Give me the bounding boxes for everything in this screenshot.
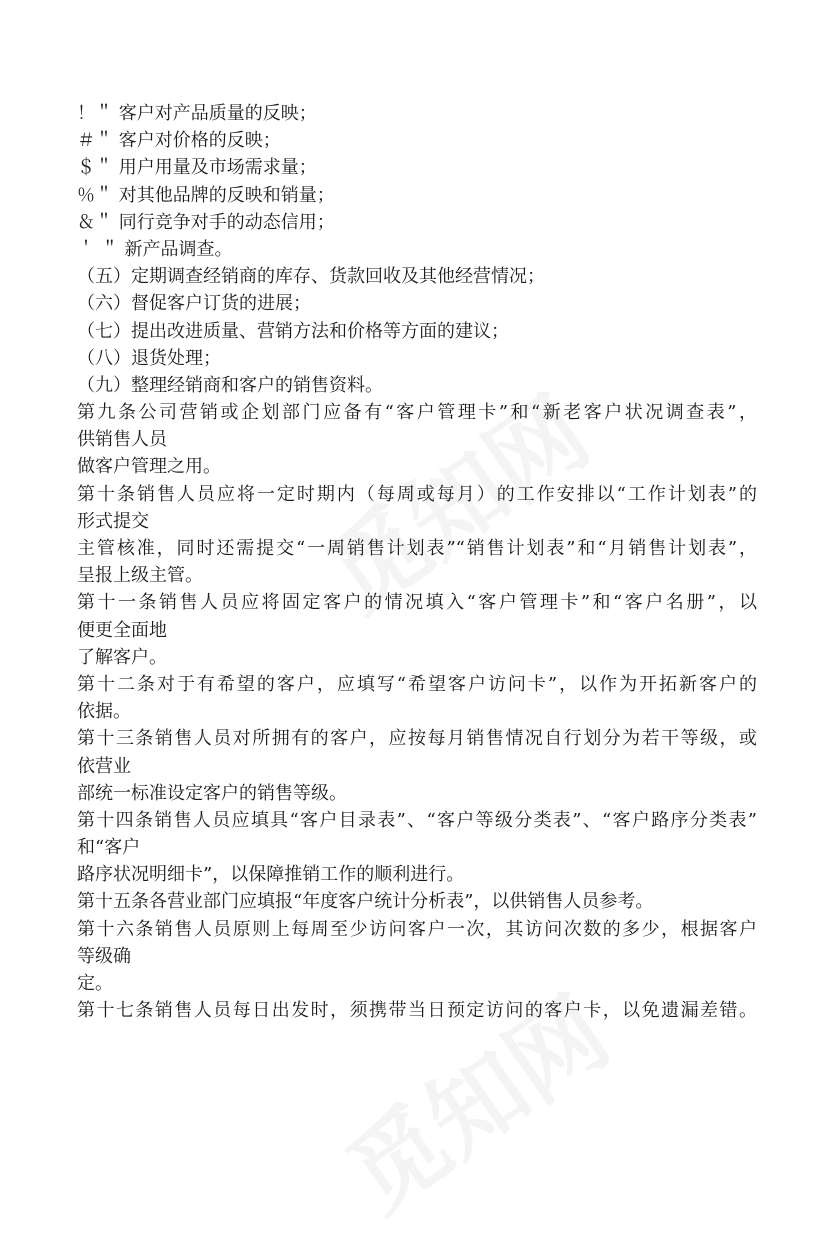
text-line: 呈报上级主管。 [77, 565, 203, 587]
text-line: ！＂ 客户对产品质量的反映； [77, 103, 317, 124]
text-line: 依营业 [77, 755, 131, 777]
document-body [77, 100, 757, 1024]
text-line: ＇ ＂ 新产品调查。 [77, 238, 233, 260]
text-line: 依据。 [77, 701, 131, 723]
text-line: 定。 [77, 973, 113, 994]
text-line: （六）督促客户订货的进展； [77, 293, 311, 315]
text-line: 第九条公司营销或企划部门应备有“客户管理卡”和“新老客户状况调查表”， [77, 402, 757, 424]
text-line: 便更全面地 [77, 619, 167, 641]
text-line: 第十六条销售人员原则上每周至少访问客户一次，其访问次数的多少，根据客户 [77, 918, 757, 940]
text-line: 供销售人员 [77, 429, 167, 451]
text-line: 第十一条销售人员应将固定客户的情况填入“客户管理卡”和“客户名册”，以 [77, 592, 757, 614]
text-line: （五）定期调查经销商的库存、货款回收及其他经营情况； [77, 266, 545, 288]
text-line: 主管核准，同时还需提交“一周销售计划表”“销售计划表”和“月销售计划表”， [77, 538, 757, 559]
text-line: 了解客户。 [77, 646, 167, 668]
text-line: 形式提交 [77, 510, 149, 532]
text-line: 和“客户 [77, 837, 141, 859]
text-line: （八）退货处理； [77, 347, 221, 369]
text-line: （九）整理经销商和客户的销售资料。 [77, 374, 383, 396]
text-line: ＆＂ 同行竞争对手的动态信用； [77, 211, 335, 233]
text-line: （七）提出改进质量、营销方法和价格等方面的建议； [77, 320, 509, 342]
text-line: 做客户管理之用。 [77, 456, 221, 478]
text-line: ＃＂ 客户对价格的反映； [77, 130, 281, 152]
text-line: 第十五条各营业部门应填报“年度客户统计分析表”，以供销售人员参考。 [77, 891, 654, 913]
text-line: 第十三条销售人员对所拥有的客户，应按每月销售情况自行划分为若干等级，或 [77, 728, 757, 750]
text-line: 部统一标准设定客户的销售等级。 [77, 782, 347, 804]
text-line: 第十条销售人员应将一定时期内（每周或每月）的工作安排以“工作计划表”的 [77, 483, 757, 505]
text-line: 路序状况明细卡”，以保障推销工作的顺利进行。 [77, 864, 465, 886]
text-line: 第十二条对于有希望的客户，应填写“希望客户访问卡”，以作为开拓新客户的 [77, 673, 757, 695]
text-line: 第十七条销售人员每日出发时，须携带当日预定访问的客户卡，以免遗漏差错。 [77, 1000, 757, 1022]
text-line: ＄＂ 用户用量及市场需求量； [77, 157, 317, 179]
text-line: ％＂ 对其他品牌的反映和销量； [77, 184, 335, 206]
text-line: 第十四条销售人员应填具“客户目录表”、“客户等级分类表”、“客户路序分类表” [77, 809, 757, 831]
text-line: 等级确 [77, 945, 131, 967]
